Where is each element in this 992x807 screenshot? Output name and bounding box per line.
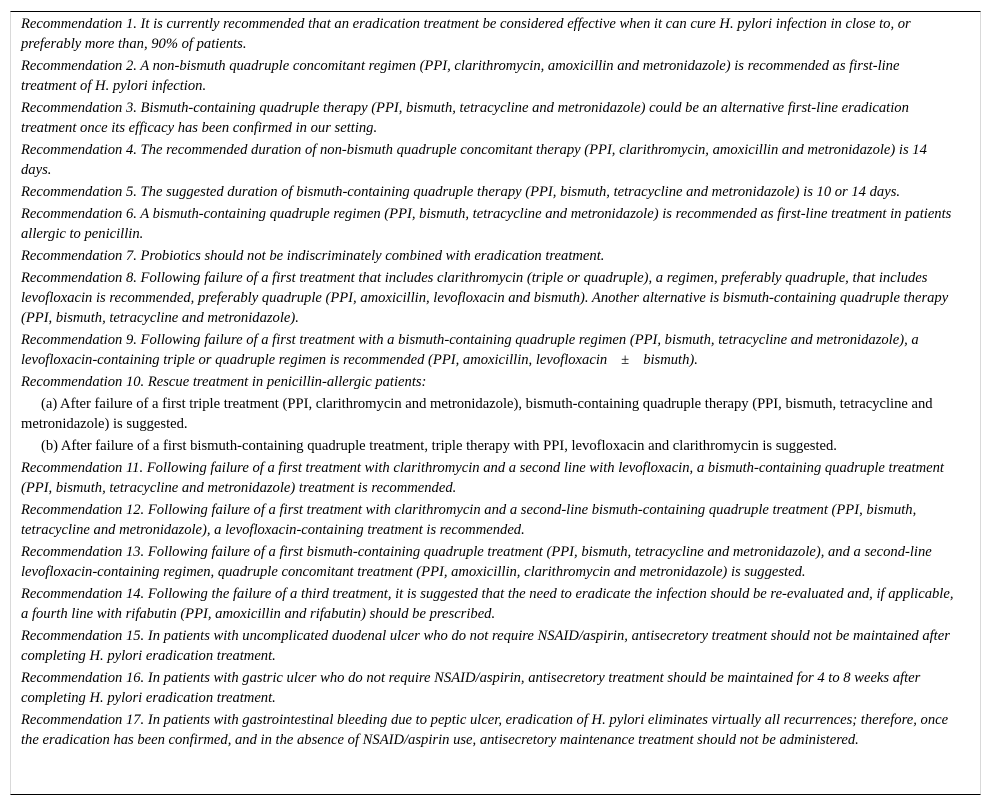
recommendation-6: Recommendation 6. A bismuth-containing quadruple regimen (PPI, bismuth, tetracycline and metronidazole) is recommended as first-line treatment in patients allergic to penicillin. [21, 206, 952, 242]
recommendations-table [10, 11, 981, 795]
recommendation-17: Recommendation 17. In patients with gastrointestinal bleeding due to peptic ulcer, eradication of H. pylori eliminates virtually all recurrences; therefore, once the eradication has been confirmed, and in the absence of NSAID/aspirin use, antisecretory maintenance treatment should not be administered. [21, 712, 949, 748]
recommendation-8: Recommendation 8. Following failure of a first treatment that includes clarithromycin (triple or quadruple), a regimen, preferably quadruple, that includes levofloxacin is recommended, preferably quadruple (PPI, amoxicillin, levofloxacin and bismuth). Another alternative is bismuth-containing quadruple therapy (PPI, bismuth, tetracycline and metronidazole). [21, 270, 949, 326]
plus-minus-symbol: ± [621, 352, 630, 368]
recommendation-16: Recommendation 16. In patients with gastric ulcer who do not require NSAID/aspirin, antisecretory treatment should be maintained for 4 to 8 weeks after completing H. pylori eradication treatment. [21, 670, 921, 706]
recommendation-12: Recommendation 12. Following failure of a first treatment with clarithromycin and a second-line bismuth-containing quadruple treatment (PPI, bismuth, tetracycline and metronidazole), a levofloxacin-containing treatment is recommended. [21, 502, 917, 538]
table-body [21, 14, 956, 752]
recommendation-10a: (a) After failure of a first triple treatment (PPI, clarithromycin and metronidazole), bismuth-containing quadruple therapy (PPI, bismuth, tetracycline and metronidazole) is suggested. [21, 396, 933, 432]
recommendation-9-tail: bismuth). [643, 352, 698, 368]
recommendation-11: Recommendation 11. Following failure of a first treatment with clarithromycin and a second line with levofloxacin, a bismuth-containing quadruple treatment (PPI, bismuth, tetracycline and metronidazole) treatment is recommended. [21, 460, 944, 496]
recommendation-7: Recommendation 7. Probiotics should not be indiscriminately combined with eradication treatment. [21, 248, 605, 264]
recommendation-9-text: Recommendation 9. Following failure of a first treatment with a bismuth-containing quadruple regimen (PPI, bismuth, tetracycline and metronidazole), a levofloxacin-containing triple or quadruple regimen is recommended (PPI, amoxicillin, levofloxacin [21, 332, 919, 368]
recommendation-13: Recommendation 13. Following failure of a first bismuth-containing quadruple treatment (PPI, bismuth, tetracycline and metronidazole), and a second-line levofloxacin-containing regimen, quadruple concomitant treatment (PPI, amoxicillin, clarithromycin and metronidazole) is suggested. [21, 544, 932, 580]
recommendation-10b: (b) After failure of a first bismuth-containing quadruple treatment, triple therapy with PPI, levofloxacin and clarithromycin is suggested. [41, 438, 837, 454]
recommendation-1: Recommendation 1. It is currently recommended that an eradication treatment be considered effective when it can cure H. pylori infection in close to, or preferably more than, 90% of patients. [21, 16, 911, 52]
recommendation-5: Recommendation 5. The suggested duration of bismuth-containing quadruple therapy (PPI, bismuth, tetracycline and metronidazole) is 10 or 14 days. [21, 184, 901, 200]
recommendation-4: Recommendation 4. The recommended duration of non-bismuth quadruple concomitant therapy (PPI, clarithromycin, amoxicillin and metronidazole) is 14 days. [21, 142, 927, 178]
recommendation-10: Recommendation 10. Rescue treatment in penicillin-allergic patients: [21, 374, 427, 390]
recommendation-2: Recommendation 2. A non-bismuth quadruple concomitant regimen (PPI, clarithromycin, amoxicillin and metronidazole) is recommended as first-line treatment of H. pylori infection. [21, 58, 900, 94]
recommendation-3: Recommendation 3. Bismuth-containing quadruple therapy (PPI, bismuth, tetracycline and metronidazole) could be an alternative first-line eradication treatment once its efficacy has been confirmed in our setting. [21, 100, 909, 136]
recommendation-15: Recommendation 15. In patients with uncomplicated duodenal ulcer who do not require NSAID/aspirin, antisecretory treatment should not be maintained after completing H. pylori eradication treatment. [21, 628, 950, 664]
recommendation-14: Recommendation 14. Following the failure of a third treatment, it is suggested that the need to eradicate the infection should be re-evaluated and, if applicable, a fourth line with rifabutin (PPI, amoxicillin and rifabutin) should be prescribed. [21, 586, 954, 622]
recommendation-9 [21, 330, 956, 370]
